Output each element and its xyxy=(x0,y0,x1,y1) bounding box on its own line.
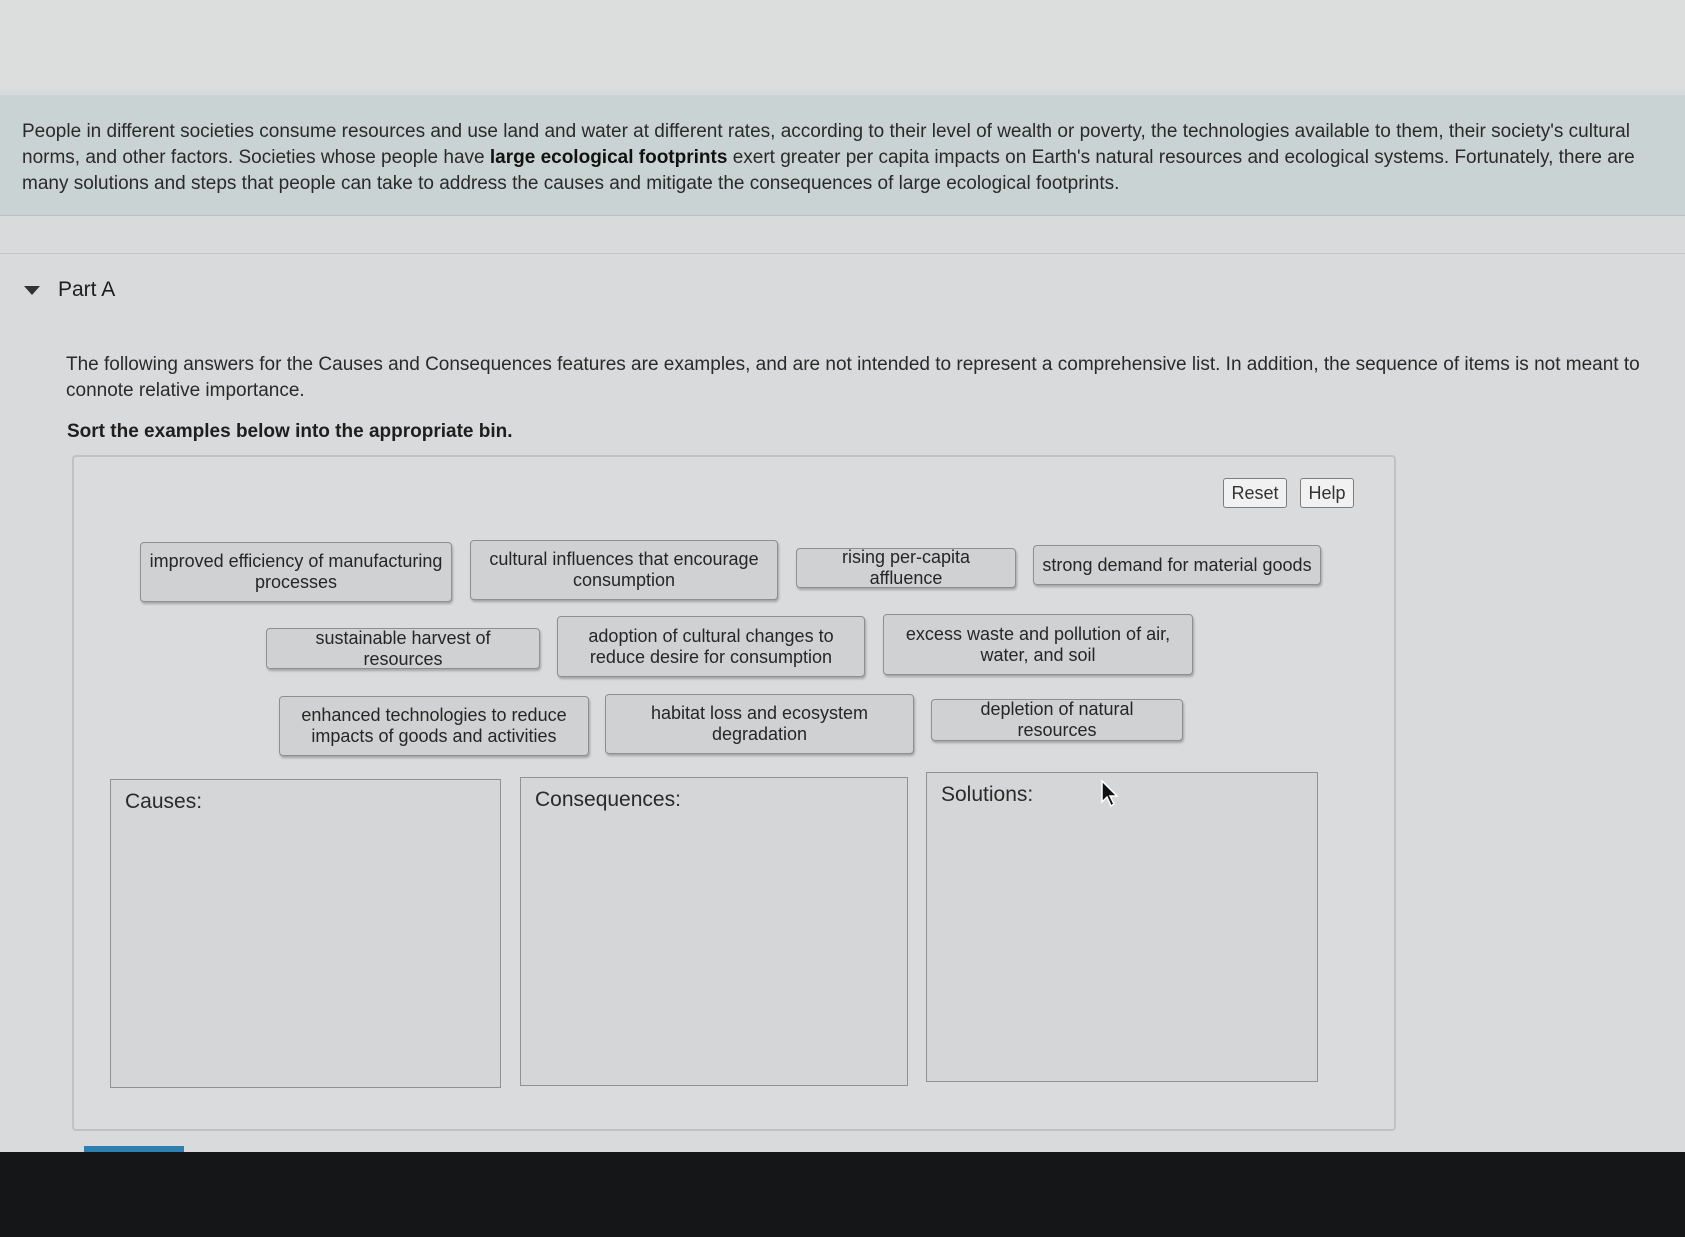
caret-down-icon[interactable] xyxy=(24,286,40,295)
draggable-item[interactable]: rising per-capita affluence xyxy=(796,548,1016,588)
part-a-toggle[interactable] xyxy=(24,278,115,302)
intro-bold-term: large ecological footprints xyxy=(489,147,728,168)
mouse-pointer-icon xyxy=(1100,780,1120,808)
draggable-item[interactable]: excess waste and pollution of air, water, and soil xyxy=(883,614,1193,675)
screen-bezel xyxy=(0,1152,1685,1237)
intro-panel xyxy=(0,95,1685,216)
draggable-item[interactable]: adoption of cultural changes to reduce desire for consumption xyxy=(557,616,865,677)
section-divider xyxy=(0,253,1685,254)
consequences-bin[interactable] xyxy=(520,777,908,1086)
sort-instruction: Sort the examples below into the appropriate bin. xyxy=(67,421,513,442)
bin-label: Consequences: xyxy=(535,788,681,811)
bin-label: Causes: xyxy=(125,790,203,813)
draggable-item[interactable]: strong demand for material goods xyxy=(1033,545,1321,585)
draggable-item[interactable]: enhanced technologies to reduce impacts of goods and activities xyxy=(279,696,589,756)
causes-bin[interactable] xyxy=(110,779,501,1088)
solutions-bin[interactable] xyxy=(926,772,1318,1082)
draggable-item[interactable]: depletion of natural resources xyxy=(931,699,1183,741)
reset-button[interactable]: Reset xyxy=(1223,478,1287,508)
draggable-item[interactable]: sustainable harvest of resources xyxy=(266,628,540,669)
intro-text: People in different societies consume resources and use land and water at different rates, according to their level of wealth or poverty, the technologies available to them, their society's cultural norms, and other factors. Societies whose people have large ecological footprints exert greater per capita impacts on Earth's natural resources and ecological systems. Fortunately, there are many solutions and steps that people can take to address the causes and mitigate the consequences of large ecological footprints. xyxy=(22,121,1635,194)
draggable-item[interactable]: improved efficiency of manufacturing processes xyxy=(140,542,452,602)
draggable-item[interactable]: cultural influences that encourage consumption xyxy=(470,540,778,600)
part-title: Part A xyxy=(58,278,116,301)
help-button[interactable]: Help xyxy=(1300,478,1354,508)
instructions: The following answers for the Causes and Consequences features are examples, and are not intended to represent a comprehensive list. In addition, the sequence of items is not meant to connote relative importance. xyxy=(66,354,1640,401)
top-bar xyxy=(0,0,1685,90)
bin-label: Solutions: xyxy=(941,783,1034,806)
draggable-item[interactable]: habitat loss and ecosystem degradation xyxy=(605,694,914,754)
